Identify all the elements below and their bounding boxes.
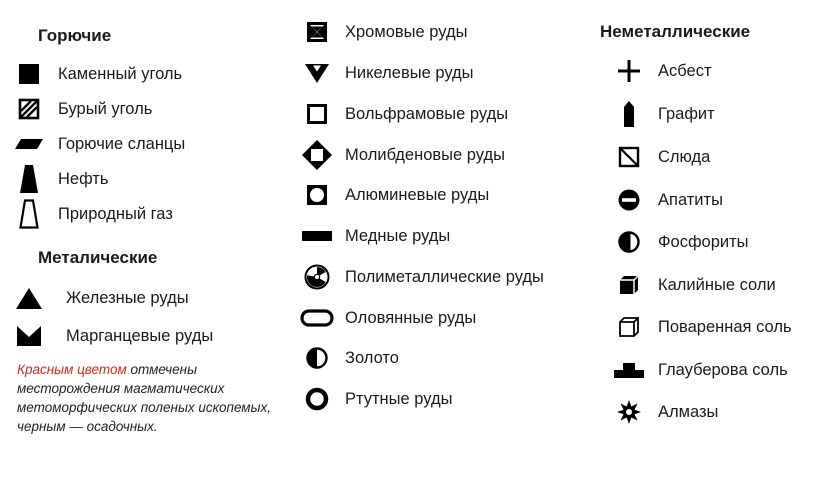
legend-label: Медные руды <box>345 226 451 245</box>
inverted-triangle-icon <box>300 56 334 90</box>
legend-item-brown-coal <box>12 91 152 127</box>
note-highlight: Красным цветом <box>17 362 127 377</box>
legend-item-mercury-ores <box>300 381 452 417</box>
legend-label: Поваренная соль <box>658 317 792 336</box>
legend-label: Апатиты <box>658 190 723 209</box>
legend-item-mica <box>612 139 710 175</box>
bar-circle-icon <box>612 225 646 259</box>
gear-star-icon <box>612 395 646 429</box>
legend-label: Слюда <box>658 147 711 166</box>
legend-item-tungsten-ores <box>300 96 508 132</box>
legend-item-iron-ores <box>12 280 189 316</box>
legend-label: Полиметаллические руды <box>345 267 544 286</box>
filled-square-icon <box>12 57 46 91</box>
note-text: отмечены месторождения магматических метоморфических поленых ископемых, черным — осадочных. <box>17 362 271 434</box>
legend-label: Алмазы <box>658 402 719 421</box>
diagonal-square-icon <box>612 140 646 174</box>
legend-item-coal <box>12 56 182 92</box>
minus-circle-icon <box>612 183 646 217</box>
legend-item-natural-gas <box>12 196 173 232</box>
legend-item-chrome-ores <box>300 14 467 50</box>
legend-label: Глауберова соль <box>658 360 788 379</box>
filled-rectangle-icon <box>300 219 334 253</box>
legend-label: Калийные соли <box>658 275 776 294</box>
radiation-circle-icon <box>300 260 334 294</box>
legend-item-manganese-ores <box>12 318 213 354</box>
diamond-square-icon <box>300 138 334 172</box>
legend-item-gold <box>300 340 399 376</box>
hourglass-square-icon <box>300 15 334 49</box>
legend-item-molybdenum-ores <box>300 137 505 173</box>
notched-square-icon <box>12 319 46 353</box>
filled-cube-icon <box>612 268 646 302</box>
legend-item-aluminum-ores <box>300 177 489 213</box>
legend-label: Ртутные руды <box>345 389 453 408</box>
outline-trapezoid-icon <box>12 197 46 231</box>
outline-square-icon <box>300 97 334 131</box>
step-block-icon <box>612 353 646 387</box>
legend-label: Никелевые руды <box>345 63 474 82</box>
legend-label: Фосфориты <box>658 232 749 251</box>
legend-label: Алюминевые руды <box>345 185 490 204</box>
rounded-rectangle-icon <box>300 301 334 335</box>
legend-item-glauber-salt <box>612 352 788 388</box>
outline-cube-icon <box>612 310 646 344</box>
section-title-combustible: Горючие <box>38 26 112 45</box>
legend-item-potassium-salts <box>612 267 776 303</box>
legend-item-phosphorites <box>612 224 749 260</box>
legend-label: Асбест <box>658 61 712 80</box>
legend-label: Золото <box>345 348 399 367</box>
legend-item-tin-ores <box>300 300 476 336</box>
legend-label: Графит <box>658 104 715 123</box>
parallelogram-icon <box>12 127 46 161</box>
legend-item-oil-shale <box>12 126 185 162</box>
legend-item-apatites <box>612 182 723 218</box>
legend-item-nickel-ores <box>300 55 474 91</box>
hatched-square-icon <box>12 92 46 126</box>
legend-label: Оловянные руды <box>345 308 477 327</box>
circle-in-square-icon <box>300 178 334 212</box>
legend-label: Горючие сланцы <box>58 134 186 153</box>
legend-item-polymetallic-ores <box>300 259 544 295</box>
section-title-nonmetallic: Неметаллические <box>600 22 751 41</box>
ring-icon <box>300 382 334 416</box>
legend-label: Бурый уголь <box>58 99 153 118</box>
legend-item-diamonds <box>612 394 718 430</box>
legend-item-oil <box>12 161 108 197</box>
legend-item-table-salt <box>612 309 792 345</box>
filled-trapezoid-icon <box>12 162 46 196</box>
legend-item-copper-ores <box>300 218 450 254</box>
legend-label: Нефть <box>58 169 109 188</box>
legend-item-asbestos <box>612 53 712 89</box>
legend-label: Вольфрамовые руды <box>345 104 509 123</box>
section-title-metallic: Металические <box>38 248 158 267</box>
legend-label: Железные руды <box>66 288 189 307</box>
legend-label: Молибденовые руды <box>345 145 505 164</box>
legend-label: Природный газ <box>58 204 173 223</box>
legend-label: Хромовые руды <box>345 22 468 41</box>
filled-triangle-icon <box>12 281 46 315</box>
legend-label: Каменный уголь <box>58 64 183 83</box>
legend-item-graphite <box>612 96 715 132</box>
plus-icon <box>612 54 646 88</box>
legend-label: Марганцевые руды <box>66 326 214 345</box>
pointed-bar-icon <box>612 97 646 131</box>
half-circle-icon <box>300 341 334 375</box>
legend-note <box>17 360 287 436</box>
